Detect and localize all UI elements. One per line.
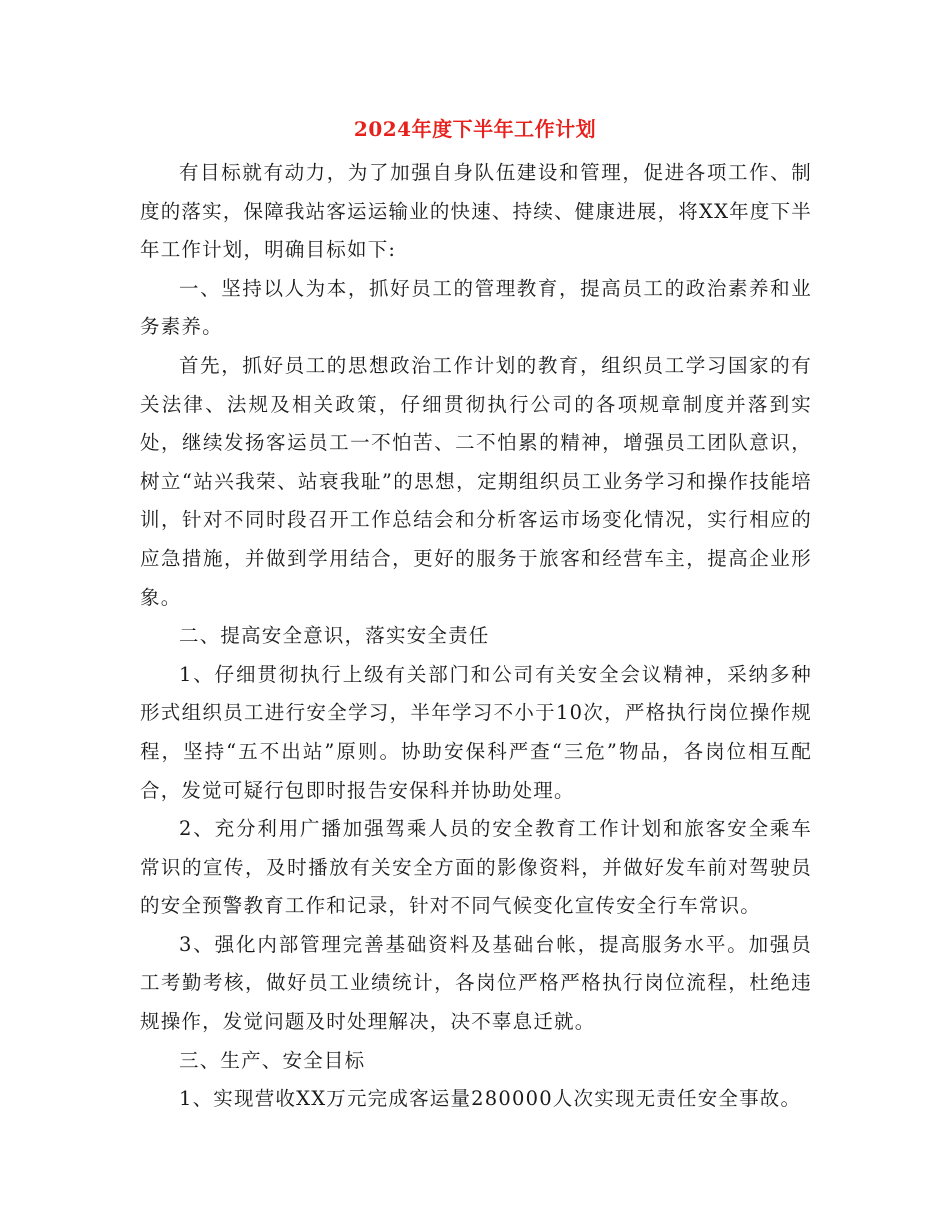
paragraph-safety-item-1: 1、仔细贯彻执行上级有关部门和公司有关安全会议精神，采纳多种形式组织员工进行安全学习，半年学习不小于10次，严格执行岗位操作规程，坚持“五不出站”原则。协助安保科严查“三危”物品，各岗位相互配合，发觉可疑行包即时报告安保科并协助处理。	[140, 662, 812, 802]
paragraph-safety-item-3: 3、强化内部管理完善基础资料及基础台帐，提高服务水平。加强员工考勤考核，做好员工业绩统计，各岗位严格严格执行岗位流程，杜绝违规操作，发觉问题及时处理解决，决不辜息迁就。	[140, 932, 812, 1034]
paragraph-safety-item-2: 2、充分利用广播加强驾乘人员的安全教育工作计划和旅客安全乘车常识的宣传，及时播放有关安全方面的影像资料，并做好发车前对驾驶员的安全预警教育工作和记录，针对不同气候变化宣传安全行车常识。	[140, 817, 812, 918]
paragraph-staff-education: 首先，抓好员工的思想政治工作计划的教育，组织员工学习国家的有关法律、法规及相关政策，仔细贯彻执行公司的各项规章制度并落到实处，继续发扬客运员工一不怕苦、二不怕累的精神，增强员工团队意识，树立“站兴我荣、站衰我耻”的思想，定期组织员工业务学习和操作技能培训，针对不同时段召开工作总结会和分析客运市场变化情况，实行相应的应急措施，并做到学用结合，更好的服务于旅客和经营车主，提高企业形象。	[140, 353, 812, 609]
section-heading-1: 一、坚持以人为本，抓好员工的管理教育，提高员工的政治素养和业务素养。	[140, 276, 812, 339]
paragraph-intro: 有目标就有动力，为了加强自身队伍建设和管理，促进各项工作、制度的落实，保障我站客运运输业的快速、持续、健康进展，将XX年度下半年工作计划，明确目标如下:	[140, 161, 812, 262]
section-heading-2: 二、提高安全意识，落实安全责任	[179, 624, 490, 648]
section-heading-3: 三、生产、安全目标	[179, 1048, 366, 1072]
document-body	[140, 154, 812, 1119]
paragraph-target-item-1: 1、实现营收XX万元完成客运量280000人次实现无责任安全事故。	[179, 1087, 802, 1111]
document-title: 2024年度下半年工作计划	[353, 117, 597, 141]
